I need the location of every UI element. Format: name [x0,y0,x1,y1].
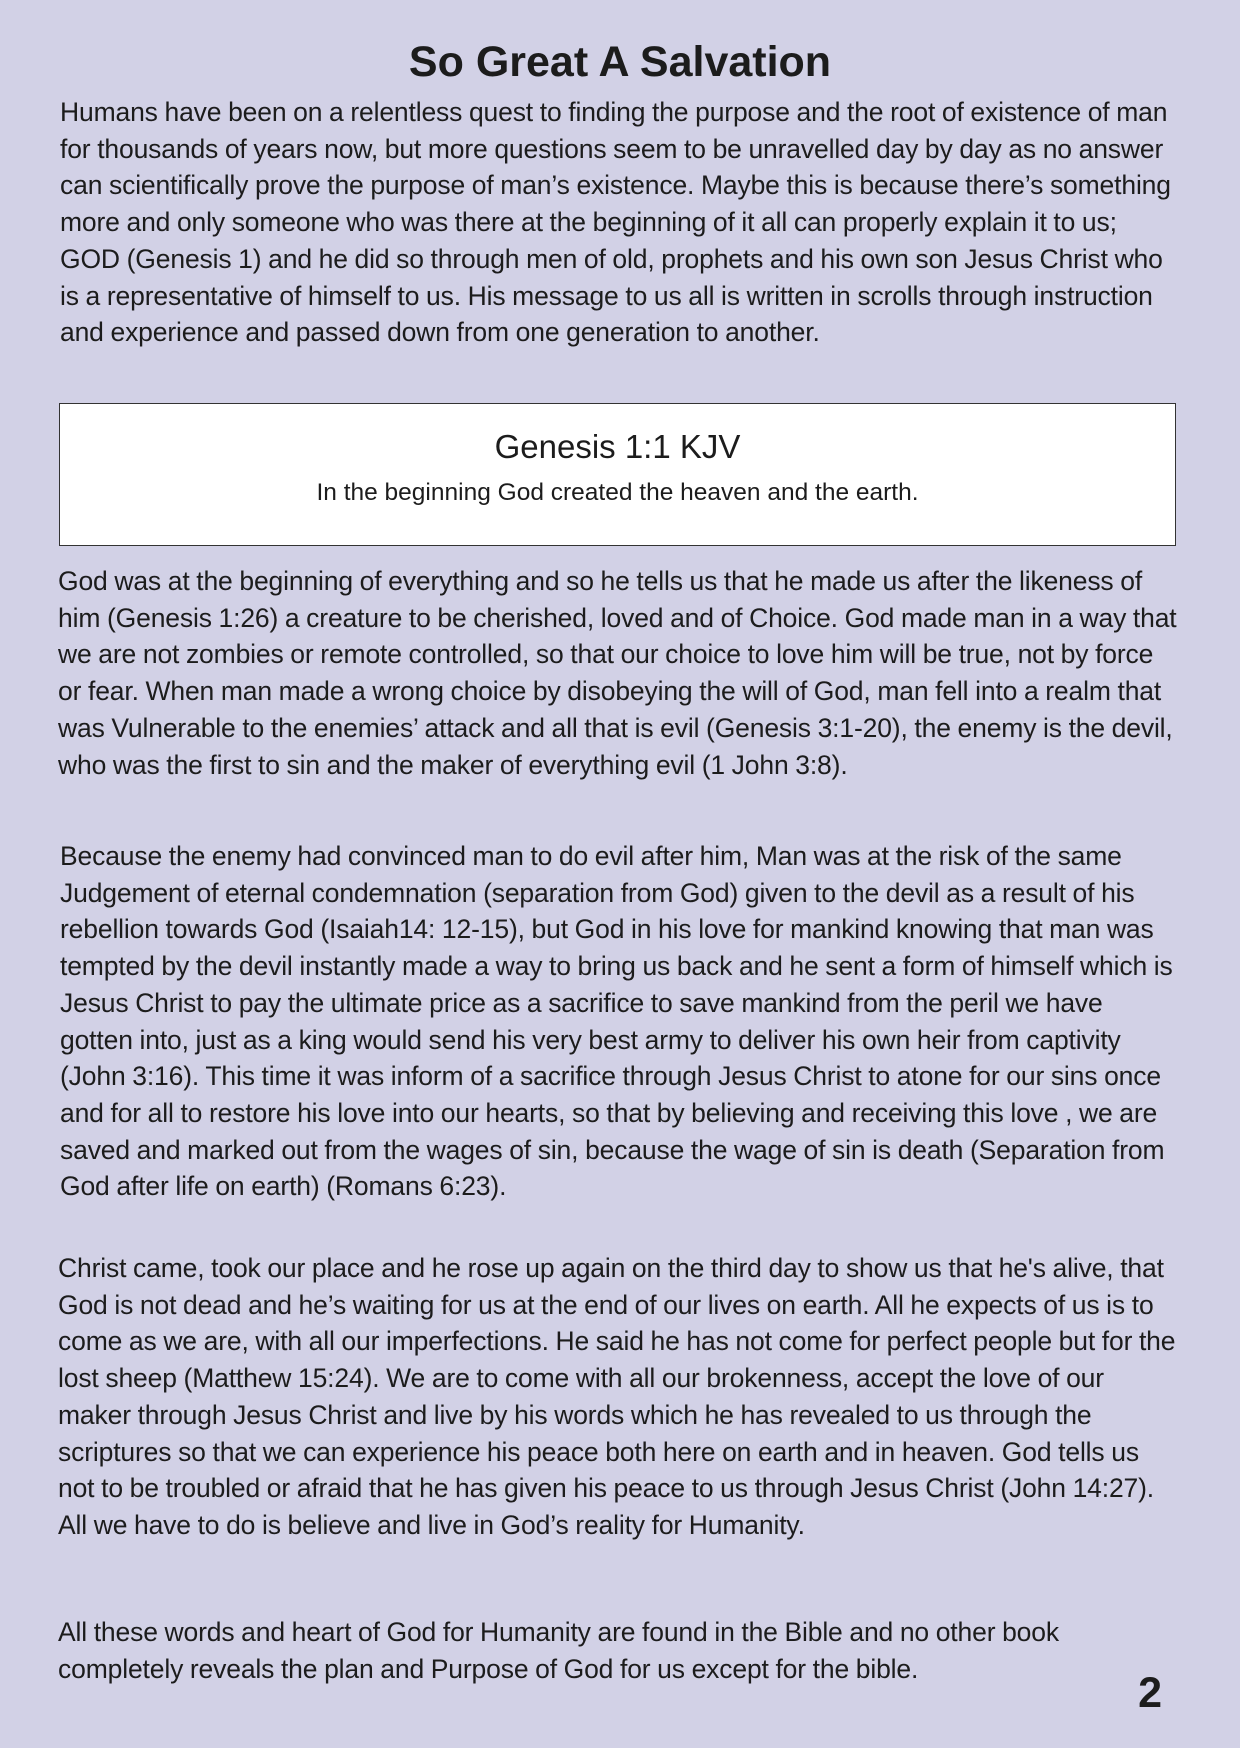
page-title: So Great A Salvation [408,38,832,86]
resurrection-paragraph: Christ came, took our place and he rose up again on the third day to show us that he's alive, that God is not dead and he’s waiting for us at the end of our lives on earth. All he expects of us is to come as we are, with all our imperfections. He said he has not come for perfect people but for the lost sheep (Matthew 15:24). We are to come with all our brokenness, accept the love of our maker through Jesus Christ and live by his words which he has revealed to us through the scriptures so that we can experience his peace both here on earth and in heaven. God tells us not to be troubled or afraid that he has given his peace to us through Jesus Christ (John 14:27). All we have to do is believe and live in God’s reality for Humanity. [58,1253,1176,1540]
redemption-paragraph: Because the enemy had convinced man to do evil after him, Man was at the risk of the same Judgement of eternal condemnation (separation from God) given to the devil as a result of his rebellion towards God (Isaiah14: 12-15), but God in his love for mankind knowing that man was tempted by the devil instantly made a way to bring us back and he sent a form of himself which is Jesus Christ to pay the ultimate price as a sacrifice to save mankind from the peril we have gotten into, just as a king would send his very best army to deliver his own heir from captivity (John 3:16). This time it was inform of a sacrifice through Jesus Christ to atone for our sins once and for all to restore his love into our hearts, so that by believing and receiving this love , we are saved and marked out from the wages of sin, because the wage of sin is death (Separation from God after life on earth) (Romans 6:23). [60,841,1173,1202]
verse-text: In the beginning God created the heaven and the earth. [316,479,919,506]
creation-paragraph: God was at the beginning of everything and so he tells us that he made us after the likeness of him (Genesis 1:26) a creature to be cherished, loved and of Choice. God made man in a way that we are not zombies or remote controlled, so that our choice to love him will be true, not by force or fear. When man made a wrong choice by disobeying the will of God, man fell into a realm that was Vulnerable to the enemies’ attack and all that is evil (Genesis 3:1-20), the enemy is the devil, who was the first to sin and the maker of everything evil (1 John 3:8). [58,566,1177,780]
closing-paragraph: All these words and heart of God for Humanity are found in the Bible and no other book completely reveals the plan and Purpose of God for us except for the bible. [58,1617,1059,1684]
verse-reference: Genesis 1:1 KJV [494,428,741,465]
scripture-box [59,403,1176,546]
intro-paragraph: Humans have been on a relentless quest to finding the purpose and the root of existence of man for thousands of years now, but more questions seem to be unravelled day by day as no answer can scientifically prove the purpose of man’s existence. Maybe this is because there’s something more and only someone who was there at the beginning of it all can properly explain it to us; GOD (Genesis 1) and he did so through men of old, prophets and his own son Jesus Christ who is a representative of himself to us. His message to us all is written in scrolls through instruction and experience and passed down from one generation to another. [60,97,1171,348]
page-number: 2 [1138,1669,1162,1717]
